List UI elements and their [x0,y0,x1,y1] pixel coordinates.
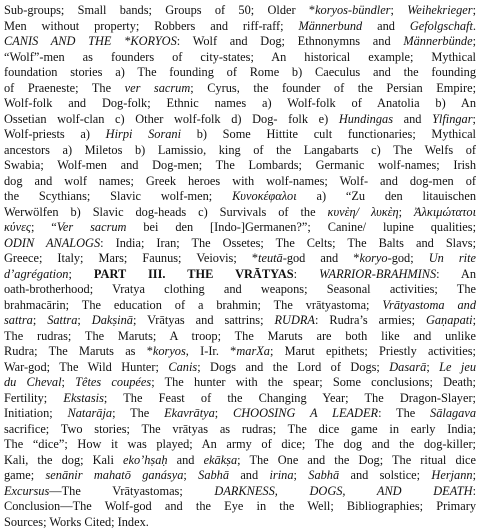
contents-text: ; [183,468,198,482]
contents-text: foundation stories a) The founding of Rome b) Caeculus and the founding [4,65,476,79]
contents-line [4,313,476,329]
contents-text: Swabia; Wolf-men and Dog-men; The Lombards; Germanic wolf-names; Irish [4,158,476,172]
contents-line [4,375,476,391]
contents-text: ; [473,3,476,17]
contents-text: The “dice”; How it was played; An army of dice; The dog and the dog-killer; [4,437,476,451]
contents-line [4,298,476,314]
contents-text: —The Vrātyastomas; [49,484,214,498]
italic-term: WARRIOR-BRAHMINS [319,267,436,281]
contents-text: Wolf-priests a) [4,127,106,141]
italic-term: Sabhā [198,468,229,482]
italic-term: Hirpi Sorani [106,127,181,141]
italic-term: Ver sacrum [57,220,127,234]
contents-text: . [473,19,476,33]
contents-text: ; The [112,406,164,420]
contents-text: ; [473,112,476,126]
italic-term: Un rite [429,251,476,265]
contents-text: Men without property; Robbers and riff-raff; [4,19,298,33]
italic-term: marXa [236,344,270,358]
italic-term: κύνες [4,220,31,234]
contents-line [4,50,476,66]
italic-term: Canis [168,360,197,374]
italic-term: Dakṣinā [92,313,133,327]
contents-line [4,65,476,81]
contents-line [4,220,476,236]
italic-term: Gefolgschaft [410,19,473,33]
section-heading: PART III. THE VRĀTYAS [94,267,294,281]
contents-text: ; Cyrus, the founder of the Persian Empire; [190,81,476,95]
contents-line [4,406,476,422]
contents-line [4,127,476,143]
italic-term: du Cheval [4,375,62,389]
italic-term: DARKNESS, DOGS, AND DEATH [214,484,472,498]
italic-term: Weihekrieger [407,3,472,17]
contents-text: ; [68,267,93,281]
contents-text: oath-brotherhood; Vratya clothing and weapons; Seasonal activities; The [4,282,476,296]
contents-line [4,422,476,438]
contents-text: ; [473,34,476,48]
contents-text: Greece; Italy; Mars; Faunus; Veiovis; * [4,251,258,265]
contents-line [4,143,476,159]
contents-text: : The [378,406,430,420]
contents-line [4,158,476,174]
contents-text-block [4,3,476,530]
contents-line [4,205,476,221]
contents-text: : [473,484,476,498]
italic-term: ver sacrum [125,81,191,95]
contents-text: Fertility; [4,391,63,405]
italic-term: RUDRA [275,313,315,327]
contents-text: ; Marut epithets; Priestly activities; [270,344,476,358]
contents-text: ; The One and the Dog; The ritual dice [237,453,476,467]
contents-text: sacrifice; Two stories; The vrātyas as rudras; The dice game in early India; [4,422,476,436]
italic-term: Ekavrātya [164,406,215,420]
contents-line [4,344,476,360]
contents-line [4,282,476,298]
contents-text: Sources; Works Cited; Index. [4,515,149,529]
contents-text: Sub-groups; Small bands; Groups of 50; Older * [4,3,315,17]
contents-text: brahmacārin; The education of a brahmin; The vrātyastoma; [4,298,382,312]
contents-text: : An [436,267,476,281]
contents-text: Initiation; [4,406,67,420]
contents-text: ; [77,313,91,327]
contents-text: and [393,112,432,126]
contents-text: : India; Iran; The Ossetes; The Celts; The Balts and Slavs; [100,236,476,250]
contents-line [4,453,476,469]
contents-text: a) “Zu den litauischen [297,189,476,203]
contents-text: Werwölfen b) Slavic dog-heads c) Survivals of the [4,205,328,219]
italic-term: CHOOSING A LEADER [233,406,378,420]
italic-term: Têtes coupées [75,375,151,389]
contents-text: and [362,19,410,33]
italic-term: Le jeu [439,360,476,374]
italic-term: eko’hṣaḥ [123,453,168,467]
contents-line [4,96,476,112]
contents-text: : [294,267,319,281]
italic-term: κυνὲη/ λυκὲη [328,205,399,219]
contents-line [4,499,476,515]
contents-text: , I-Ir. * [186,344,237,358]
contents-text: -god; [388,251,429,265]
contents-text: ; [62,375,76,389]
italic-term: ekākṣa [204,453,238,467]
contents-text: and [229,468,270,482]
contents-text: of Praeneste; The [4,81,125,95]
italic-term: teutā [258,251,283,265]
contents-text: ; The hunter with the spear; Some conclusions; Death; [151,375,476,389]
contents-text: Ossetian wolf-clan c) Other wolf-folk d) Dog- folk e) [4,112,339,126]
contents-text: ; [473,313,476,327]
italic-term: irina [270,468,294,482]
contents-text: and solstice; [339,468,431,482]
italic-term: senānir mahatō ganásya [46,468,184,482]
italic-term: Männerbünde [403,34,472,48]
contents-line [4,236,476,252]
italic-term: Sālagava [430,406,476,420]
contents-text: bei den [Indo-]Germanen?”; Canine/ lupine qualities; [126,220,476,234]
contents-text: ; “ [31,220,57,234]
italic-term: Vrātyastoma and [382,298,476,312]
contents-line [4,3,476,19]
contents-text: game; [4,468,46,482]
contents-text: War-god; The Wild Hunter; [4,360,168,374]
contents-line [4,267,476,283]
italic-term: CANIS AND THE *KORYOS [4,34,177,48]
italic-term: sattra [4,313,33,327]
italic-term: Excursus [4,484,49,498]
contents-text: ; The Feast of the Changing Year; The Dragon-Slayer; [104,391,476,405]
italic-term: Sabhā [308,468,339,482]
italic-term: koryo [359,251,387,265]
italic-term: Dasarā [389,360,426,374]
contents-line [4,34,476,50]
italic-term: Κυνοκέφαλοι [232,189,297,203]
contents-text: : Wolf and Dog; Ethnonymns and [177,34,404,48]
italic-term: Hundingas [339,112,393,126]
contents-line [4,484,476,500]
contents-line [4,437,476,453]
contents-line [4,360,476,376]
contents-text: Kali, the dog; Kali [4,453,123,467]
contents-line [4,251,476,267]
contents-text: -god and * [283,251,360,265]
contents-text: ; [399,205,414,219]
contents-text: ; [33,313,47,327]
italic-term: ODIN ANALOGS [4,236,100,250]
contents-line [4,112,476,128]
contents-text: ; [294,468,309,482]
contents-text: ; Dogs and the Lord of Dogs; [197,360,389,374]
contents-text: b) Some Hittite cult functionaries; Mythical [181,127,476,141]
italic-term: Herjann [431,468,472,482]
contents-line [4,174,476,190]
contents-text: and [168,453,204,467]
contents-line [4,515,476,530]
italic-term: Ekstasis [63,391,103,405]
contents-text: “Wolf”-men as founders of city-states; An historical example; Mythical [4,50,476,64]
contents-text: : Rudra’s armies; [315,313,426,327]
italic-term: koryos-bündler [315,3,390,17]
italic-term: d’agrégation [4,267,68,281]
contents-text: ; [473,468,476,482]
contents-text: dog and wolf names; Greek heroes with wolf-names; Wolf- and dog-men of [4,174,476,188]
contents-line [4,19,476,35]
contents-text: Conclusion—The Wolf-god and the Eye in the Well; Bibliographies; Primary [4,499,476,513]
italic-term: Natarāja [67,406,112,420]
italic-term: Gaṇapati [426,313,473,327]
italic-term: Ylfingar [432,112,472,126]
contents-text: ; [390,3,407,17]
contents-line [4,81,476,97]
italic-term: Ἀλκιμώτατοι [414,205,476,219]
contents-text: ; [215,406,233,420]
contents-text: ; Vrātyas and sattrins; [133,313,275,327]
italic-term: koryos [153,344,186,358]
italic-term: Sattra [47,313,77,327]
contents-line [4,189,476,205]
contents-text: the Scythians; Slavic wolf-men; [4,189,232,203]
contents-text: Wolf-folk and Dog-folk; Ethnic names a) Wolf-folk of Anatolia b) An [4,96,476,110]
contents-line [4,391,476,407]
contents-text: ; [426,360,439,374]
contents-line [4,329,476,345]
contents-text: ancestors a) Miletos b) Lamissio, king of the Langabarts c) The Welfs of [4,143,476,157]
contents-text: The rudras; The Maruts; A troop; The Maruts are both like and unlike [4,329,476,343]
italic-term: Männerbund [298,19,362,33]
contents-line [4,468,476,484]
contents-text: Rudra; The Maruts as * [4,344,153,358]
